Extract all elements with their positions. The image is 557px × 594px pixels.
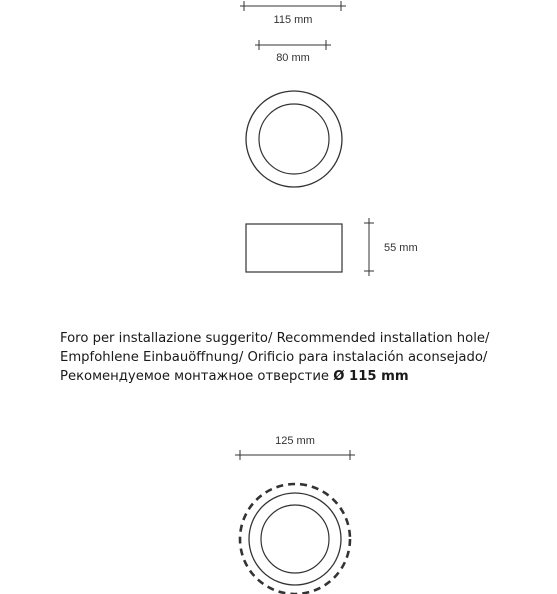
installation-hole-outline <box>240 484 350 594</box>
hole-diameter-dimension <box>235 450 355 460</box>
note-line-2: Empfohlene Einbauöffnung/ Orificio para instalación aconsejado/ <box>60 350 488 365</box>
hole-size-value: Ø 115 mm <box>333 369 409 384</box>
installation-note <box>60 329 540 386</box>
fixture-side-view <box>246 224 342 272</box>
height-label: 55 mm <box>384 242 418 254</box>
hole-diameter-label: 125 mm <box>275 435 315 447</box>
note-line-1: Foro per installazione suggerito/ Recommended installation hole/ <box>60 331 490 346</box>
outer-diameter-dimension <box>240 1 346 11</box>
inner-diameter-dimension <box>255 40 331 50</box>
height-dimension <box>364 218 374 276</box>
note-line-3 <box>60 367 540 386</box>
installation-hole-view <box>240 484 350 594</box>
note-line-3-text: Рекомендуемое монтажное отверстие <box>60 369 334 384</box>
fixture-top-view <box>246 91 342 187</box>
outer-diameter-label: 115 mm <box>273 14 313 26</box>
inner-diameter-label: 80 mm <box>276 52 310 64</box>
